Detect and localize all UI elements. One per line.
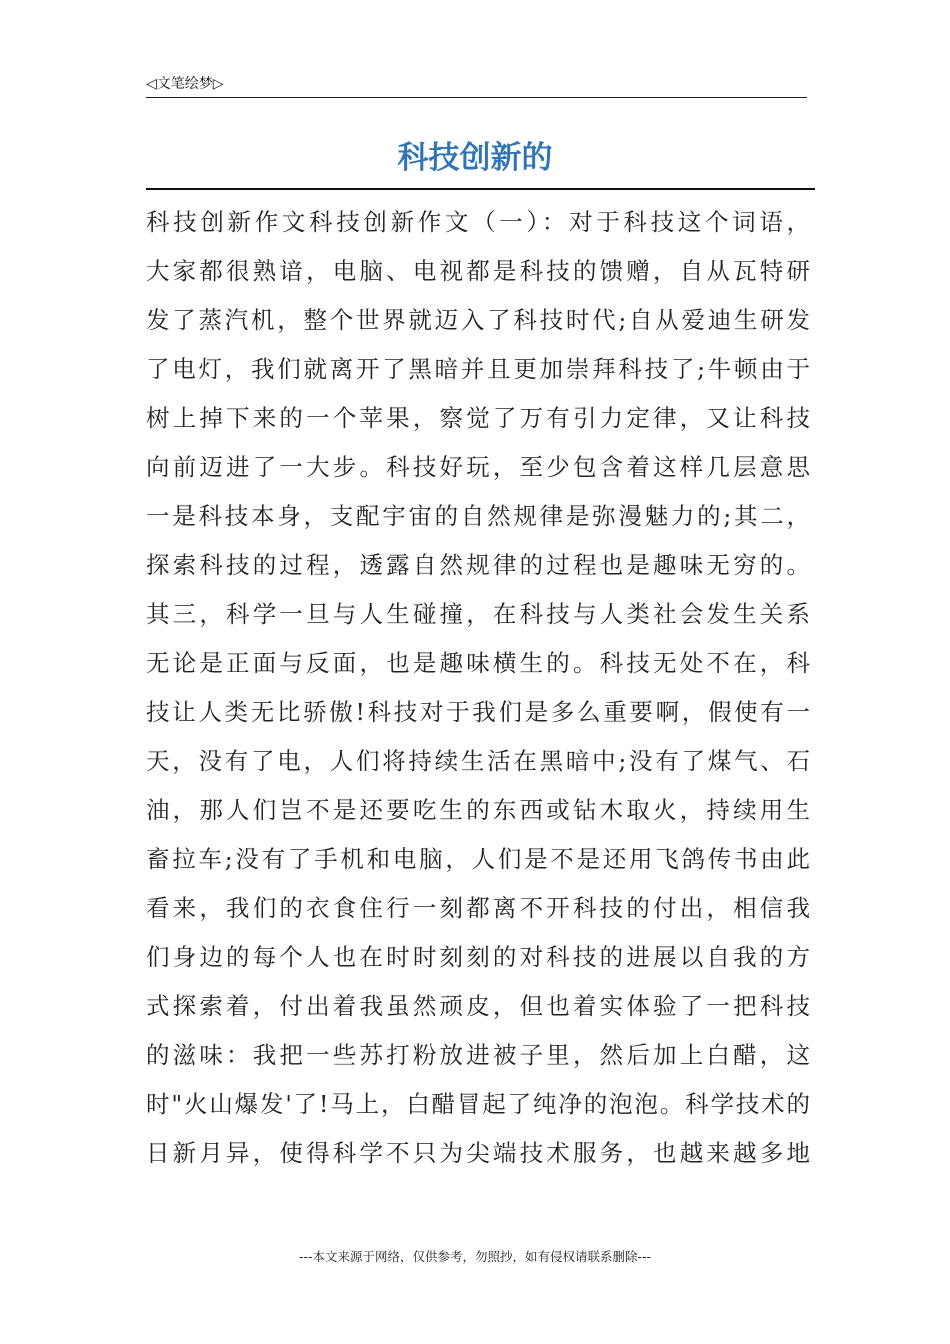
document-title: 科技创新的 [397,140,553,176]
text-line: 一是科技本身，支配宇宙的自然规律是弥漫魅力的;其二， [146,502,810,530]
body-text [146,198,810,1178]
text-line: 了电灯，我们就离开了黑暗并且更加崇拜科技了;牛顿由于 [146,355,810,383]
text-line: 们身边的每个人也在时时刻刻的对科技的进展以自我的方 [146,943,810,971]
text-line: 树上掉下来的一个苹果，察觉了万有引力定律，又让科技 [146,404,810,432]
text-line: 技让人类无比骄傲!科技对于我们是多么重要啊，假使有一 [146,698,810,726]
header-brand: ◁文笔绘梦▷ [146,76,224,92]
text-line: 油，那人们岂不是还要吃生的东西或钻木取火，持续用生 [146,796,810,824]
text-line: 畜拉车;没有了手机和电脑，人们是不是还用飞鸽传书由此 [146,845,810,873]
footer-notice: ---本文来源于网络，仅供参考，勿照抄，如有侵权请联系删除--- [298,1249,652,1264]
header-divider [146,97,807,98]
text-line: 探索科技的过程，透露自然规律的过程也是趣味无穷的。 [146,551,810,579]
text-line: 科技创新作文科技创新作文（一）：对于科技这个词语， [146,208,810,236]
text-line: 式探索着，付出着我虽然顽皮，但也着实体验了一把科技 [146,992,810,1020]
text-line: 向前迈进了一大步。科技好玩，至少包含着这样几层意思 [146,453,810,481]
text-line: 大家都很熟谙，电脑、电视都是科技的馈赠，自从瓦特研 [146,257,810,285]
text-line: 无论是正面与反面，也是趣味横生的。科技无处不在，科 [146,649,810,677]
text-line: 日新月异，使得科学不只为尖端技术服务，也越来越多地 [146,1139,810,1167]
title-divider [146,188,815,190]
text-line: 发了蒸汽机，整个世界就迈入了科技时代;自从爱迪生研发 [146,306,810,334]
text-line: 看来，我们的衣食住行一刻都离不开科技的付出，相信我 [146,894,810,922]
text-line: 天，没有了电，人们将持续生活在黑暗中;没有了煤气、石 [146,747,810,775]
text-line: 的滋味：我把一些苏打粉放进被子里，然后加上白醋，这 [146,1041,810,1069]
text-line: 其三，科学一旦与人生碰撞，在科技与人类社会发生关系 [146,600,810,628]
text-line: 时"火山爆发'了!马上，白醋冒起了纯净的泡泡。科学技术的 [146,1090,810,1118]
